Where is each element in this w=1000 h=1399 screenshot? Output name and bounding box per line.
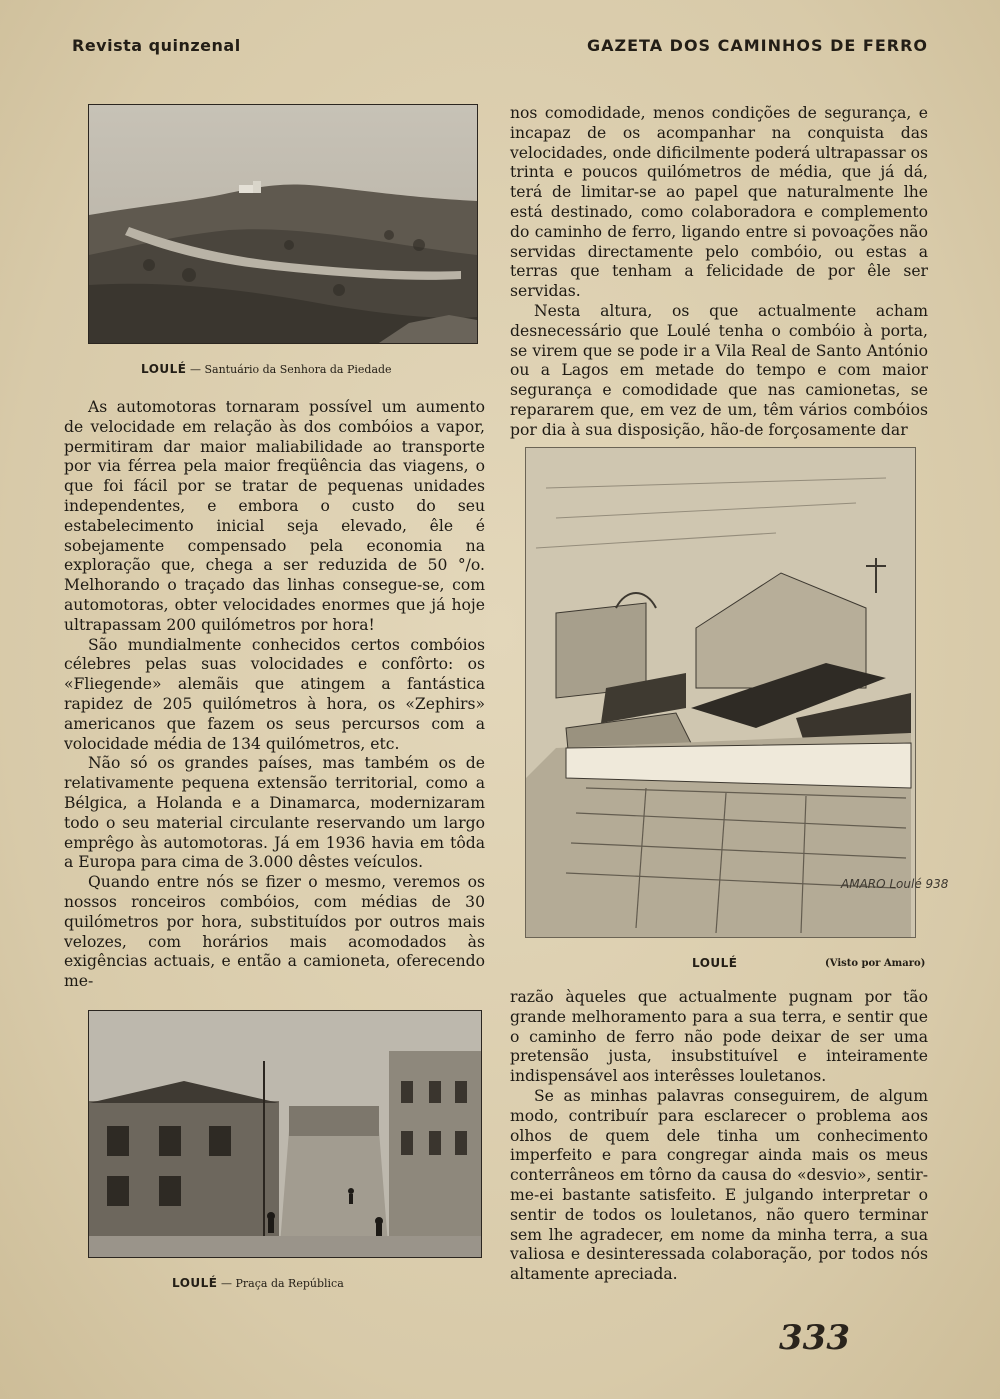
right-column-bottom — [510, 988, 928, 1285]
paragraph: nos comodidade, menos condições de segurança, e incapaz de os acompanhar na conquista das velocidades, onde dificilmente poderá ultrapassar os trinta e poucos quilómetros de média, que já dá, terá de limitar-se ao papel que naturalmente lhe está destinado, como colaboradora e complemento do caminho de ferro, ligando entre si povoações não servidas directamente pelo combóio, ou estas a terras que tenham a felicidade de por êle ser servidas. — [510, 104, 928, 301]
caption-praca — [172, 1276, 344, 1290]
paragraph: Se as minhas palavras conseguirem, de algum modo, contribuír para esclarecer o problema aos olhos de quem dele tinha um conhecimento imperfeito e para congregar ainda mais os meus conterrâneos em tôrno da causa do «desvio», sentir-me-ei bastante satisfeito. E julgando interpretar o sentir de todos os louletanos, não quero terminar sem lhe agradecer, em nome da minha terra, a sua valiosa e desinteressada colaboração, por todos nós altamente apreciada. — [510, 1086, 928, 1284]
drawing-loule-rooftops — [525, 447, 949, 938]
left-column — [64, 398, 485, 992]
photo-praca-republica — [88, 1010, 482, 1258]
caption-place: LOULÉ — [172, 1276, 218, 1290]
caption-place: LOULÉ — [141, 362, 187, 376]
page-number: 333 — [779, 1318, 850, 1358]
caption-text: — Santuário da Senhora da Piedade — [186, 363, 392, 376]
paragraph: São mundialmente conhecidos certos combóios célebres pelas suas volocidades e confôrto: os «Fliegende» alemãis que atingem a fantástica rapidez de 205 quilómetros à hora, os «Zephirs» americanos que fazem os seus percursos com a volocidade média de 134 quilómetros, etc. — [64, 635, 485, 753]
paragraph: razão àqueles que actualmente pugnam por tão grande melhoramento para a sua terra, e sentir que o caminho de ferro não pode deixar de ser uma pretensão justa, insubstituível e inteiramente indispensável aos interêsses louletanos. — [510, 988, 928, 1086]
drawing-signature: AMARO Loulé 938 — [841, 877, 949, 891]
caption-text: — Praça da República — [217, 1277, 344, 1290]
paragraph: Quando entre nós se fizer o mesmo, veremos os nossos ronceiros combóios, com médias de 30 quilómetros por hora, substituídos por outros mais velozes, com horários mais acomodados às exigências actuais, e então a camioneta, oferecendo me- — [64, 873, 485, 991]
paragraph: Não só os grandes países, mas também os de relativamente pequena extensão territorial, como a Bélgica, a Holanda e a Dinamarca, modernizaram todo o seu material circulante reservando um largo emprêgo às automotoras. Já em 1936 havia em tôda a Europa para cima de 3.000 dêstes veículos. — [64, 754, 485, 872]
running-header-right: GAZETA DOS CAMINHOS DE FERRO — [586, 36, 928, 55]
caption-santuario — [141, 362, 392, 376]
paragraph: As automotoras tornaram possível um aumento de velocidade em relação às dos combóios a vapor, permitiram dar maior maliabilidade ao transporte por via férrea pela maior freqüência das viagens, o que foi fácil por se tratar de pequenas unidades independentes, e embora o custo do seu estabelecimento inicial seja elevado, êle é sobejamente compensado pela economia na exploração que, chega a ser reduzida de 50 °/o. Melhorando o traçado das linhas consegue-se, com automotoras, obter velocidades enormes que já hoje ultrapassam 200 quilómetros por hora! — [64, 398, 485, 634]
caption-desenho — [692, 956, 738, 970]
right-column-top — [510, 104, 928, 441]
photo-santuario-piedade — [88, 104, 478, 344]
paragraph: Nesta altura, os que actualmente acham desnecessário que Loulé tenha o combóio à porta, se virem que se pode ir a Vila Real de Santo António ou a Lagos em metade do tempo e com maior segurança e comodidade que nas camionetas, se repararem que, em vez de um, têm vários combóios por dia à sua disposição, hão-de forçosamente dar — [510, 301, 928, 439]
caption-place: LOULÉ — [692, 956, 738, 970]
running-header-left: Revista quinzenal — [72, 36, 241, 55]
caption-desenho-credit: (Visto por Amaro) — [825, 958, 926, 969]
